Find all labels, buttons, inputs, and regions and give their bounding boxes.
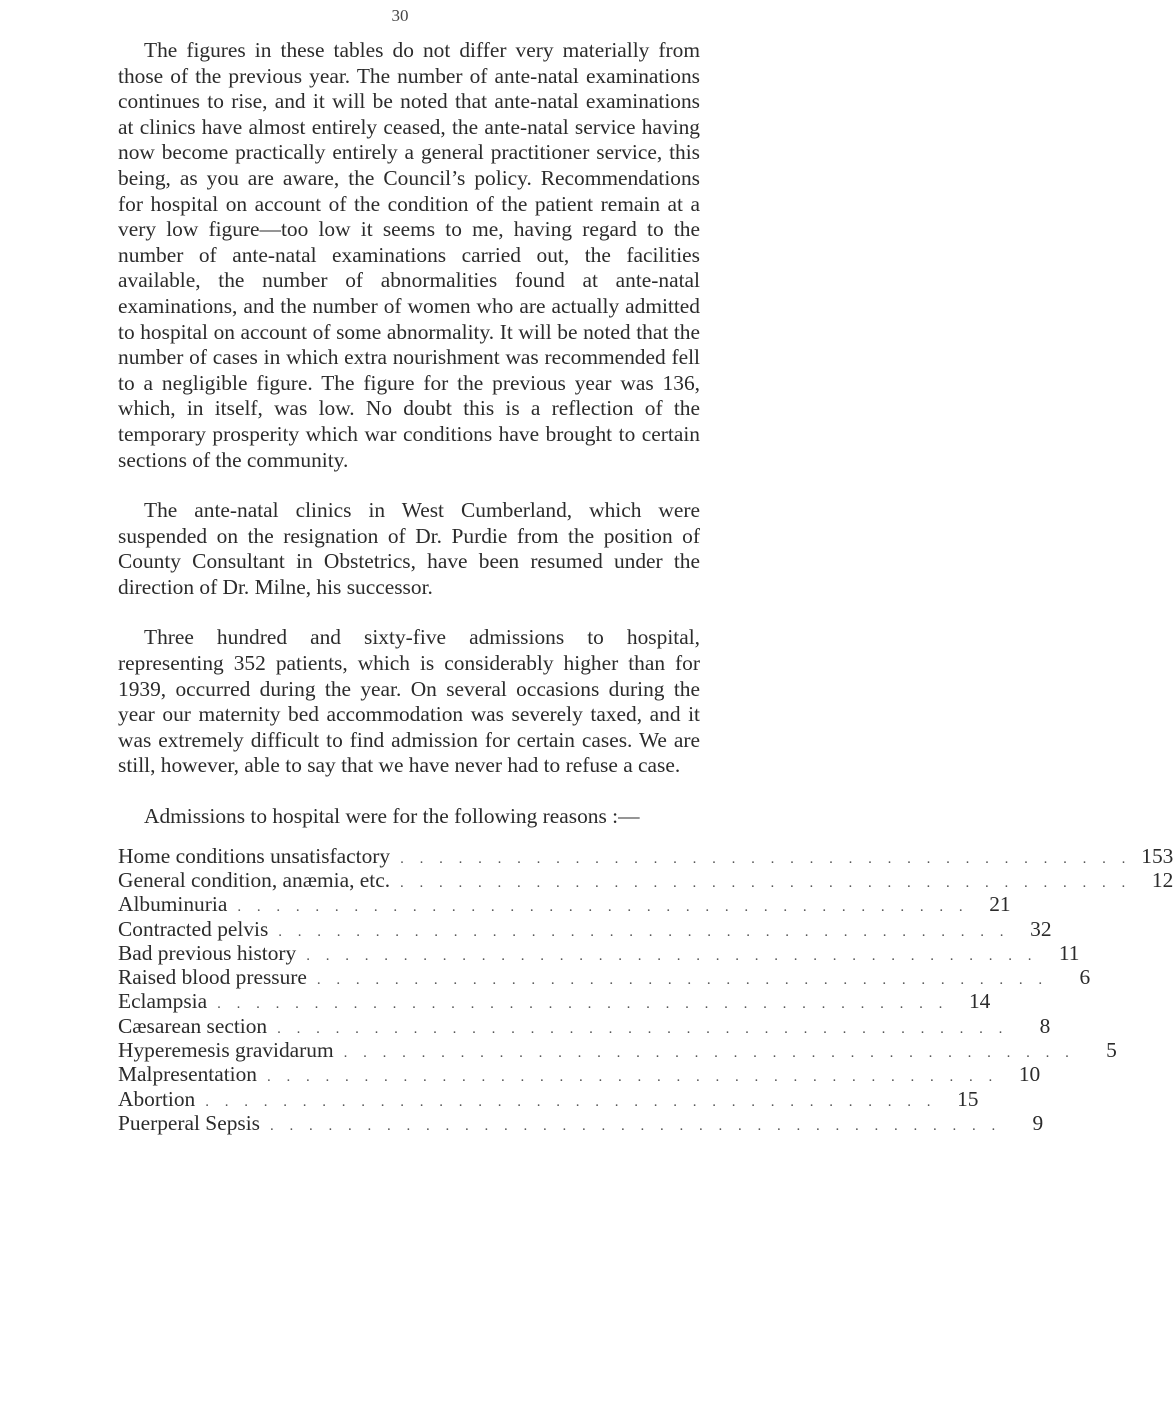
reason-count: 32 xyxy=(1030,916,1052,941)
list-item xyxy=(118,916,1052,941)
reason-label: Eclampsia xyxy=(118,989,208,1014)
admissions-reasons-list xyxy=(118,843,1173,1136)
reason-count: 10 xyxy=(1018,1062,1041,1087)
reason-label: Cæsarean section xyxy=(118,1013,268,1038)
reason-count: 153 xyxy=(1141,843,1173,868)
leader-dots: . . . . . . . . . . . . . . . . . . . . . . . . . . . . . . . . . . . . . . xyxy=(205,1093,937,1110)
body-text xyxy=(118,38,1173,1135)
reason-label: Abortion xyxy=(118,1086,196,1111)
leader-dots: . . . . . . . . . . . . . . . . . . . . . . . . . . . . . . . . . . . . . . xyxy=(306,947,1038,964)
list-item xyxy=(118,1110,1044,1135)
reason-label: Puerperal Sepsis xyxy=(118,1110,260,1135)
reason-count: 15 xyxy=(957,1086,979,1111)
leader-dots: . . . . . . . . . . . . . . . . . . . . . . . . . . . . . . . . . . . . . . xyxy=(278,923,1010,940)
reason-label: Bad previous history xyxy=(118,940,297,965)
list-item xyxy=(118,1086,979,1111)
paragraph-admissions: Three hundred and sixty-five admissions to hospital, representing 352 patients, which is considerably higher than for 1939, occurred during the year. On several occasions during the year our maternity bed accommodation was severely taxed, and it was extremely difficult to find admission for certain cases. We are still, however, able to say that we have never had to refuse a case. xyxy=(118,625,700,778)
reason-count: 14 xyxy=(968,989,991,1014)
list-item xyxy=(118,892,1011,917)
list-item xyxy=(118,965,1091,990)
paragraph-figures: The figures in these tables do not differ very materially from those of the previous year. The number of ante-natal examinations continues to rise, and it will be noted that ante-natal examinations at clinics have almost entirely ceased, the ante-natal service having now become practically entirely a general practitioner service, this being, as you are aware, the Council’s policy. Recommendations for hospital on account of the condition of the patient remain at a very low figure—too low it seems to me, having regard to the number of ante-natal examinations carried out, the facilities available, the number of abnormalities found at ante-natal examinations, and the number of women who are actually admitted to hospital on account of some abnormality. It will be noted that the number of cases in which extra nourishment was recommended fell to a negligible figure. The figure for the previous year was 136, which, in itself, was low. No doubt this is a reflection of the temporary prosperity which war conditions have brought to certain sections of the community. xyxy=(118,38,700,472)
reason-count: 11 xyxy=(1058,940,1080,965)
page-number: 30 xyxy=(391,6,409,25)
leader-dots: . . . . . . . . . . . . . . . . . . . . . . . . . . . . . . . . . . . . . . xyxy=(277,1020,1009,1037)
list-item xyxy=(118,843,1173,868)
reason-count: 9 xyxy=(1032,1110,1044,1135)
reason-count: 12 xyxy=(1151,867,1173,892)
leader-dots: . . . . . . . . . . . . . . . . . . . . . . . . . . . . . . . . . . . . . . xyxy=(343,1045,1075,1061)
reason-label: Home conditions unsatisfactory xyxy=(118,843,391,868)
list-item xyxy=(118,867,1173,892)
paragraph-west-cumberland: The ante-natal clinics in West Cumberland, which were suspended on the resignation of Dr. Purdie from the position of County Consultant in Obstetrics, have been resumed under the direction of Dr. Milne, his successor. xyxy=(118,498,700,599)
leader-dots: . . . . . . . . . . . . . . . . . . . . . . . . . . . . . . . . . . . . . . xyxy=(217,996,949,1013)
list-item xyxy=(118,1062,1041,1087)
leader-dots: . . . . . . . . . . . . . . . . . . . . . . . . . . . . . . . . . . . . . . xyxy=(316,972,1049,989)
reason-label: Contracted pelvis xyxy=(118,916,269,941)
reason-count: 6 xyxy=(1079,965,1091,990)
leader-dots: . . . . . . . . . . . . . . . . . . . . . . . . . . . . . . . . . . . . . . xyxy=(267,1069,999,1086)
list-item xyxy=(118,1013,1051,1038)
list-item xyxy=(118,1038,1117,1062)
reason-count: 5 xyxy=(1106,1038,1117,1062)
list-item xyxy=(118,989,991,1014)
reason-label: Raised blood pressure xyxy=(118,965,307,990)
reason-label: Malpresentation xyxy=(118,1062,257,1087)
leader-dots: . . . . . . . . . . . . . . . . . . . . . . . . . . . . . . . . . . . . . . xyxy=(400,874,1132,891)
reason-label: Albuminuria xyxy=(118,892,228,917)
admissions-intro: Admissions to hospital were for the following reasons :— xyxy=(144,804,640,829)
reason-count: 21 xyxy=(989,892,1011,917)
reason-label: General condition, anæmia, etc. xyxy=(118,867,391,892)
reason-count: 8 xyxy=(1039,1013,1051,1038)
list-item xyxy=(118,940,1080,965)
leader-dots: . . . . . . . . . . . . . . . . . . . . . . . . . . . . . . . . . . . . . . xyxy=(270,1117,1002,1134)
leader-dots: . . . . . . . . . . . . . . . . . . . . . . . . . . . . . . . . . . . . . . xyxy=(237,899,969,916)
leader-dots: . . . . . . . . . . . . . . . . . . . . . . . . . . . . . . . . . . . . . . xyxy=(400,850,1132,867)
reason-label: Hyperemesis gravidarum xyxy=(118,1038,334,1062)
